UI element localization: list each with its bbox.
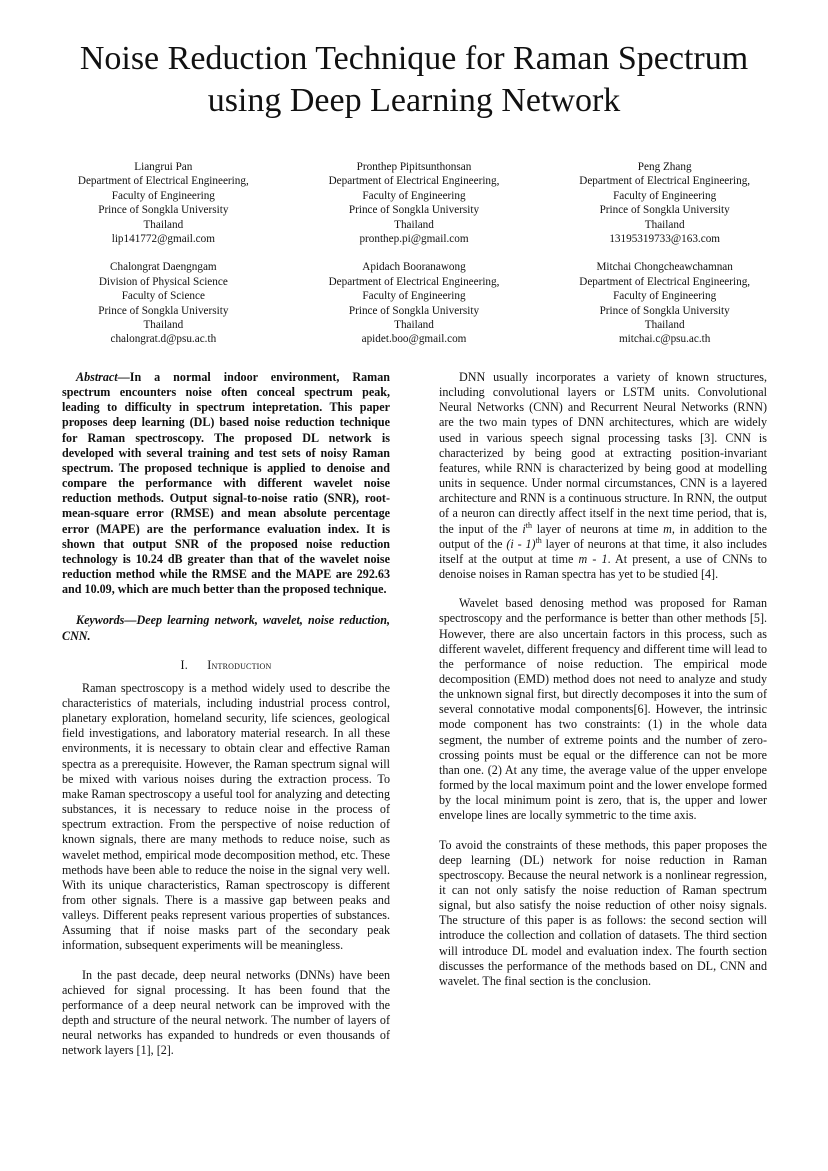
section-heading-introduction — [62, 658, 390, 673]
author-email: chalongrat.d@psu.ac.th — [110, 333, 217, 346]
author-faculty: Faculty of Engineering — [111, 189, 215, 202]
author-country: Thailand — [394, 319, 434, 332]
author-faculty: Faculty of Engineering — [613, 189, 717, 202]
body-paragraph: Raman spectroscopy is a method widely used to describe the characteristics of materials, including industrial process control, planetary exploration, homeland security, life sciences, geological field investigations, and laboratory material research. In all these environments, it is necessary to obtain clear and effective Raman spectra as a prerequisite. However, the Raman spectrum signal will be mixed with various noises during the extraction process. To make Raman spectroscopy a useful tool for analyzing and detecting substances, it is necessary to reduce noise in the process of spectrum extraction. From the perspective of noise reduction of known signals, there are many methods to reduce noise, such as wavelet method, empirical mode decomposition method, etc. These methods have been able to reduce the noise in the signal very well. With its unique characteristics, Raman spectroscopy is different from other signals. There is a massive gap between peaks and valleys. Different peaks represent various properties of substances. Assuming that if noise masks part of the secondary peak information, subsequent experiments will be meaningless. — [62, 680, 390, 953]
author-country: Thailand — [644, 319, 685, 332]
author-university: Prince of Songkla University — [348, 304, 480, 317]
paper-title-line-2: using Deep Learning Network — [207, 82, 621, 119]
author-name: Chalongrat Daengngam — [110, 261, 217, 274]
text-run: layer of neurons at time — [532, 521, 664, 536]
author-faculty: Faculty of Science — [121, 290, 205, 303]
author-name: Peng Zhang — [637, 161, 692, 173]
text-run-italic: m - 1 — [578, 551, 608, 566]
body-paragraph — [439, 370, 767, 582]
author-card — [38, 260, 289, 346]
left-column — [62, 370, 390, 1073]
author-country: Thailand — [143, 218, 184, 231]
author-department: Department of Electrical Engineering, — [77, 175, 249, 188]
text-run: layer of neurons at that time, it also includes itself at the output at time — [439, 536, 767, 566]
author-country: Thailand — [394, 218, 434, 231]
author-university: Prince of Songkla University — [599, 204, 730, 217]
author-name: Mitchai Chongcheawchamnan — [596, 261, 733, 274]
body-paragraph: To avoid the constraints of these methods, this paper proposes the deep learning (DL) network for noise reduction in Raman spectroscopy. Because the neural network is a nonlinear regression, it can not only satisfy the noise reduction of Raman spectrum signal, but also satisfy the noise reduction of other noisy signals. The structure of this paper is as follows: the second section will introduce the collection and collation of datasets. The third section will introduce DL model and evaluation index. The fourth section discusses the performance of the methods based on DL, CNN and wavelet. The final section is the conclusion. — [439, 837, 767, 988]
author-card — [289, 260, 540, 346]
author-name: Apidach Booranawong — [362, 261, 466, 274]
section-number: I. — [180, 657, 188, 672]
author-faculty: Faculty of Engineering — [362, 189, 466, 202]
abstract — [62, 370, 390, 597]
author-email: mitchai.c@psu.ac.th — [618, 333, 711, 346]
text-run: DNN usually incorporates a variety of known structures, including convolutional layers or LSTM units. Convolutional Neural Networks (CNN) and Recurrent Neural Networks (RNN) are the two main types of DNN architectures, which are widely used in various speech signal processing tasks [3]. CNN is characterized by being good at extracting position-invariant features, while RNN is characterized by being good at modelling units in sequence. Under normal circumstances, CNN is a layered architecture and RNN is a continuous structure. In RNN, the output of a neuron can directly affect itself in the next time period, that is, the input of the — [439, 370, 767, 536]
author-department: Department of Electrical Engineering, — [579, 275, 751, 288]
section-title: Introduction — [207, 657, 272, 672]
body-paragraph: In the past decade, deep neural networks (DNNs) have been achieved for signal processing. It has been found that the performance of a deep neural network can be improved with the depth and structure of the neural network. The number of layers of neural networks has expanded to hundreds or even thousands of network layers [1], [2]. — [62, 967, 390, 1058]
author-card — [38, 160, 289, 246]
abstract-text: —In a normal indoor environment, Raman spectrum encounters noise often conceal spectrum peak, leading to difficulty in spectrum intepretation. This paper proposes deep learning (DL) based noise reduction technique for Raman spectroscopy. The proposed DL network is developed with several training and test sets of noisy Raman spectrum. The proposed technique is applied to denoise and compare the performance with different wavelet noise reduction methods. Output signal-to-noise ratio (SNR), root-mean-square error (RMSE) and mean absolute percentage error (MAPE) are the performance evaluation index. It is shown that output SNR of the proposed noise reduction technology is 10.24 dB greater than that of the wavelet noise reduction method while the RMSE and the MAPE are 292.63 and 10.09, which are much better than the proposed technique. — [62, 370, 390, 597]
author-name: Pronthep Pipitsunthonsan — [356, 161, 472, 173]
author-department: Division of Physical Science — [98, 275, 228, 288]
text-run-italic: (i - 1) — [506, 536, 536, 551]
author-faculty: Faculty of Engineering — [362, 290, 466, 303]
text-run-italic: i — [522, 521, 526, 536]
superscript: th — [535, 535, 542, 545]
author-university: Prince of Songkla University — [599, 304, 730, 317]
author-email: apidet.boo@gmail.com — [361, 333, 467, 346]
author-country: Thailand — [143, 319, 184, 332]
right-column — [439, 370, 767, 1003]
paper-title-line-1: Noise Reduction Technique for Raman Spectrum — [79, 40, 749, 77]
superscript: th — [525, 520, 532, 530]
body-paragraph: Wavelet based denosing method was proposed for Raman spectroscopy and the performance is better than other methods [5]. However, there are also uncertain factors in this process, such as different wavelet, different frequency and different time will lead to the performance of noise reduction. The empirical mode decomposition (EMD) method does not need to analyze and study the unknown signal first, but directly decomposes it into the sum of several connotative modal components[6]. However, the intrinsic mode component has two constraints: (1) in the whole data segment, the number of extreme points and the number of zero-crossing points must be equal or the difference can not be more than one. (2) At any time, the average value of the upper envelope formed by the local maximum point and the lower envelope formed by the local minimum point is zero, that is, the upper and lower envelope lines are locally symmetric to the time axis. — [439, 596, 767, 823]
author-university: Prince of Songkla University — [98, 204, 229, 217]
author-card — [539, 260, 790, 346]
author-email: pronthep.pi@gmail.com — [359, 233, 469, 246]
author-name: Liangrui Pan — [134, 161, 193, 173]
author-card — [539, 160, 790, 246]
author-email: lip141772@gmail.com — [111, 233, 215, 246]
author-department: Department of Electrical Engineering, — [328, 275, 500, 288]
text-run: , in addition to the output of the — [439, 521, 767, 551]
text-run: . At present, a use of CNNs to denoise noises in Raman spectra has yet to be studied [4]. — [439, 551, 767, 582]
text-run-italic: m — [663, 521, 672, 536]
author-card — [289, 160, 540, 246]
author-department: Department of Electrical Engineering, — [579, 175, 751, 188]
abstract-label: Abstract — [76, 370, 118, 384]
author-university: Prince of Songkla University — [98, 304, 229, 317]
keywords: Keywords—Deep learning network, wavelet, noise reduction, CNN. — [62, 613, 390, 643]
author-block — [38, 160, 790, 347]
paper-title — [40, 38, 788, 122]
author-email: 13195319733@163.com — [609, 233, 720, 246]
author-country: Thailand — [644, 218, 685, 231]
author-faculty: Faculty of Engineering — [613, 290, 717, 303]
author-university: Prince of Songkla University — [348, 204, 480, 217]
author-department: Department of Electrical Engineering, — [328, 175, 500, 188]
